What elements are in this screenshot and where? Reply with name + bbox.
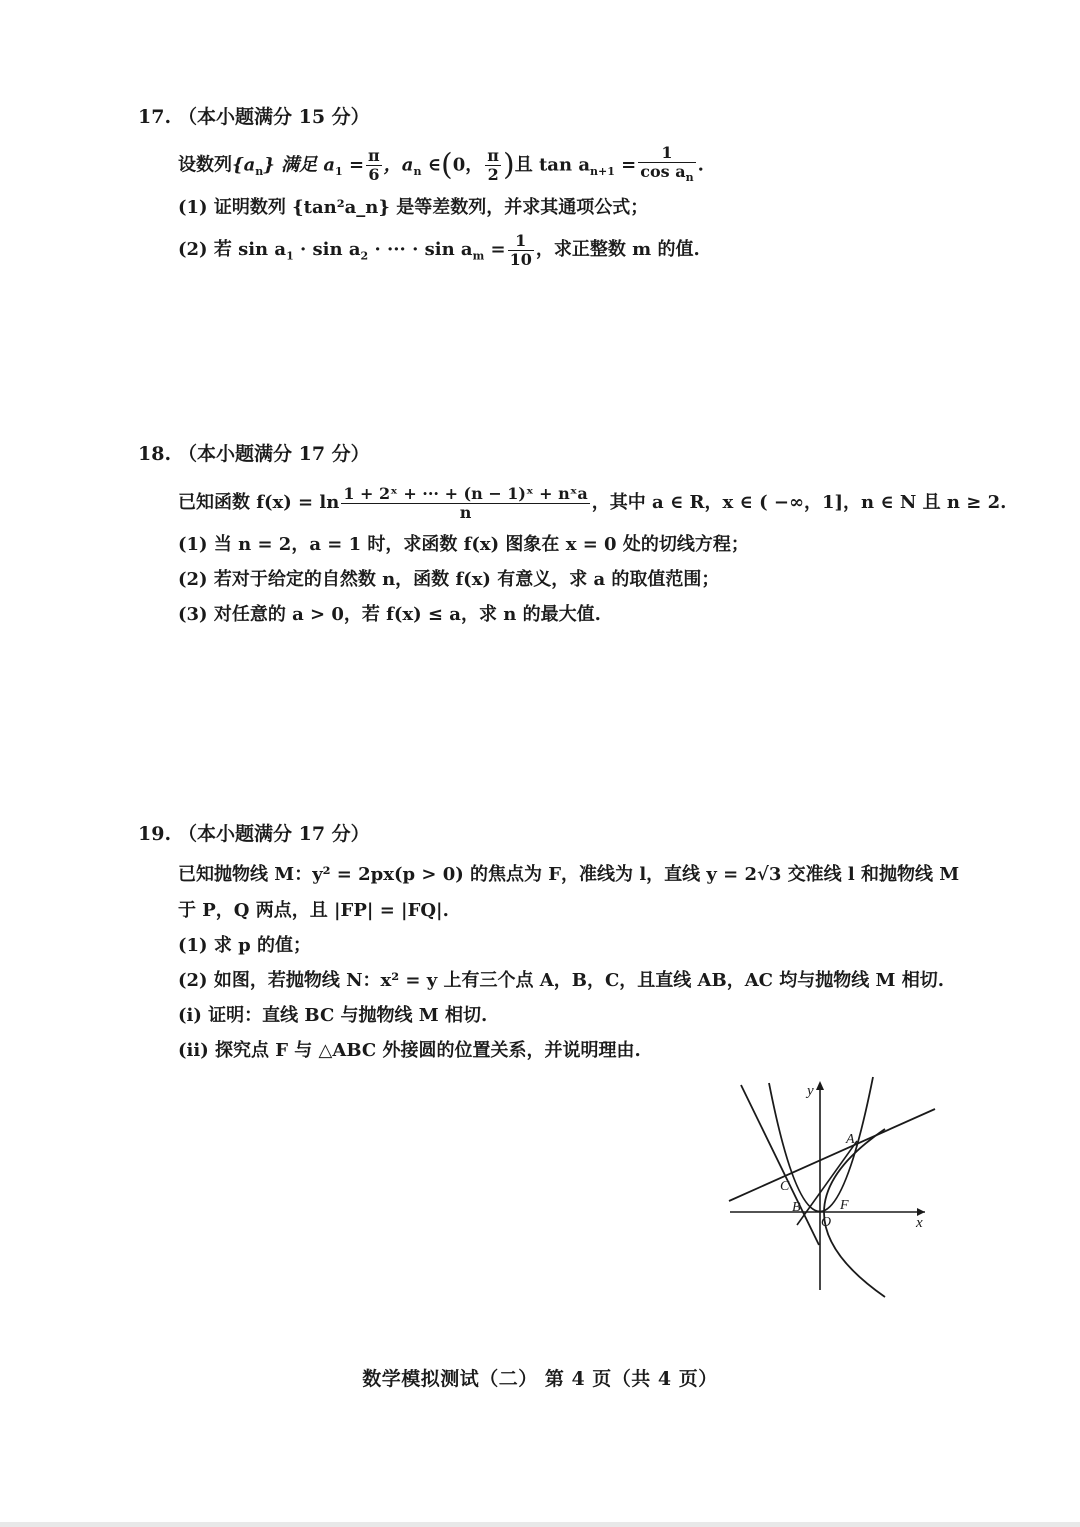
problem-17-header xyxy=(138,104,938,130)
problem-19 xyxy=(138,821,960,1063)
q2-text: (2) 若 sin a xyxy=(178,239,287,260)
parabola-figure xyxy=(725,1075,940,1300)
fraction-denominator: 10 xyxy=(509,249,532,269)
fraction-denominator: 6 xyxy=(368,165,380,185)
q2-text: · ··· · sin a xyxy=(368,239,473,260)
intro-text: 已知函数 f(x) = ln xyxy=(178,492,340,513)
page-footer: 数学模拟测试（二） 第 4 页（共 4 页） xyxy=(362,1368,718,1390)
problem-17 xyxy=(138,104,938,270)
fraction-denominator-text: cos a xyxy=(640,162,686,181)
problem-score: （本小题满分 17 分） xyxy=(178,443,370,465)
problem-18-q3: (3) 对任意的 a > 0，若 f(x) ≤ a，求 n 的最大值. xyxy=(178,604,601,625)
problem-18-intro xyxy=(178,481,1007,525)
problem-19-header xyxy=(138,821,938,847)
fraction-denominator: 2 xyxy=(487,165,499,185)
intro-text: = xyxy=(342,154,365,176)
bottom-shadow xyxy=(0,1522,1080,1527)
intro-sub: n xyxy=(255,165,264,179)
label-x: x xyxy=(916,1215,923,1231)
problem-18-header xyxy=(138,441,938,467)
intro-text: = xyxy=(614,154,637,176)
problem-score: （本小题满分 15 分） xyxy=(178,106,370,128)
problem-19-q2: (2) 如图，若抛物线 N：x² = y 上有三个点 A，B，C，且直线 AB，AC 均与抛物线 M 相切. xyxy=(178,970,944,991)
label-O: O xyxy=(821,1215,832,1230)
interval-open: ( xyxy=(441,147,453,183)
label-B: B xyxy=(792,1200,801,1215)
intro-text: ，其中 a ∈ R，x ∈ ( −∞，1]，n ∈ N 且 n ≥ 2. xyxy=(591,492,1007,513)
fraction-pi-2 xyxy=(485,147,501,184)
problem-19-q2ii: (ii) 探究点 F 与 △ABC 外接圆的位置关系，并说明理由. xyxy=(178,1040,641,1061)
intro-sub: n xyxy=(685,171,694,185)
intro-text: 且 tan a xyxy=(514,154,590,176)
q2-text: ，求正整数 m 的值. xyxy=(535,239,700,260)
problem-score: （本小题满分 17 分） xyxy=(178,823,370,845)
label-y: y xyxy=(807,1083,814,1099)
intro-sub: n xyxy=(413,165,422,179)
problem-19-intro-2: 于 P，Q 两点，且 |FP| = |FQ|. xyxy=(178,900,449,921)
fraction-numerator: 1 xyxy=(638,144,695,163)
intro-text: ，a xyxy=(383,154,414,176)
interval-close: ) xyxy=(503,147,515,183)
intro-sub: 1 xyxy=(335,165,343,179)
problem-18 xyxy=(138,441,1007,627)
fraction-numerator: π xyxy=(487,146,499,166)
q2-text: = xyxy=(484,239,506,260)
fraction-function xyxy=(341,485,589,522)
problem-17-intro xyxy=(178,144,938,184)
fraction-denominator: n xyxy=(459,502,472,522)
problem-number: 19. xyxy=(138,823,172,845)
intro-text: ∈ xyxy=(421,154,442,176)
fraction-1-cos xyxy=(638,144,695,187)
problem-18-q1: (1) 当 n = 2，a = 1 时，求函数 f(x) 图象在 x = 0 处的切线方程； xyxy=(178,534,749,555)
label-C: C xyxy=(780,1179,790,1194)
intro-text: 设数列 xyxy=(178,154,232,176)
problem-17-q2 xyxy=(178,230,938,270)
problem-18-q2: (2) 若对于给定的自然数 n，函数 f(x) 有意义，求 a 的取值范围； xyxy=(178,569,720,590)
intro-text: 0， xyxy=(452,154,484,176)
problem-17-q1: (1) 证明数列 {tan²a_n} 是等差数列，并求其通项公式； xyxy=(178,197,649,218)
problem-19-q1: (1) 求 p 的值； xyxy=(178,935,311,956)
y-axis-arrow xyxy=(816,1081,824,1090)
q2-sub: 2 xyxy=(360,249,369,263)
intro-text: . xyxy=(697,154,704,176)
label-A: A xyxy=(846,1132,855,1147)
fraction-numerator: 1 + 2ˣ + ··· + (n − 1)ˣ + nˣa xyxy=(343,483,588,503)
q2-sub: m xyxy=(472,249,485,263)
fraction-1-10 xyxy=(508,232,534,269)
intro-sub: n+1 xyxy=(589,165,615,179)
fraction-numerator: π xyxy=(368,146,380,166)
problem-number: 17. xyxy=(138,106,172,128)
q2-text: · sin a xyxy=(293,239,361,260)
problem-number: 18. xyxy=(138,443,172,465)
fraction-pi-6 xyxy=(366,147,382,184)
fraction-denominator xyxy=(638,163,695,187)
fraction-numerator: 1 xyxy=(508,232,534,251)
line-BC xyxy=(741,1085,819,1245)
problem-19-intro-1: 已知抛物线 M：y² = 2px(p > 0) 的焦点为 F，准线为 l，直线 y = 2√3 交准线 l 和抛物线 M xyxy=(178,864,960,885)
intro-text: {a xyxy=(232,154,256,176)
problem-19-q2i: (i) 证明：直线 BC 与抛物线 M 相切. xyxy=(178,1005,488,1026)
label-F: F xyxy=(840,1198,849,1213)
intro-text: } 满足 a xyxy=(263,154,336,176)
q2-sub: 1 xyxy=(286,249,294,263)
